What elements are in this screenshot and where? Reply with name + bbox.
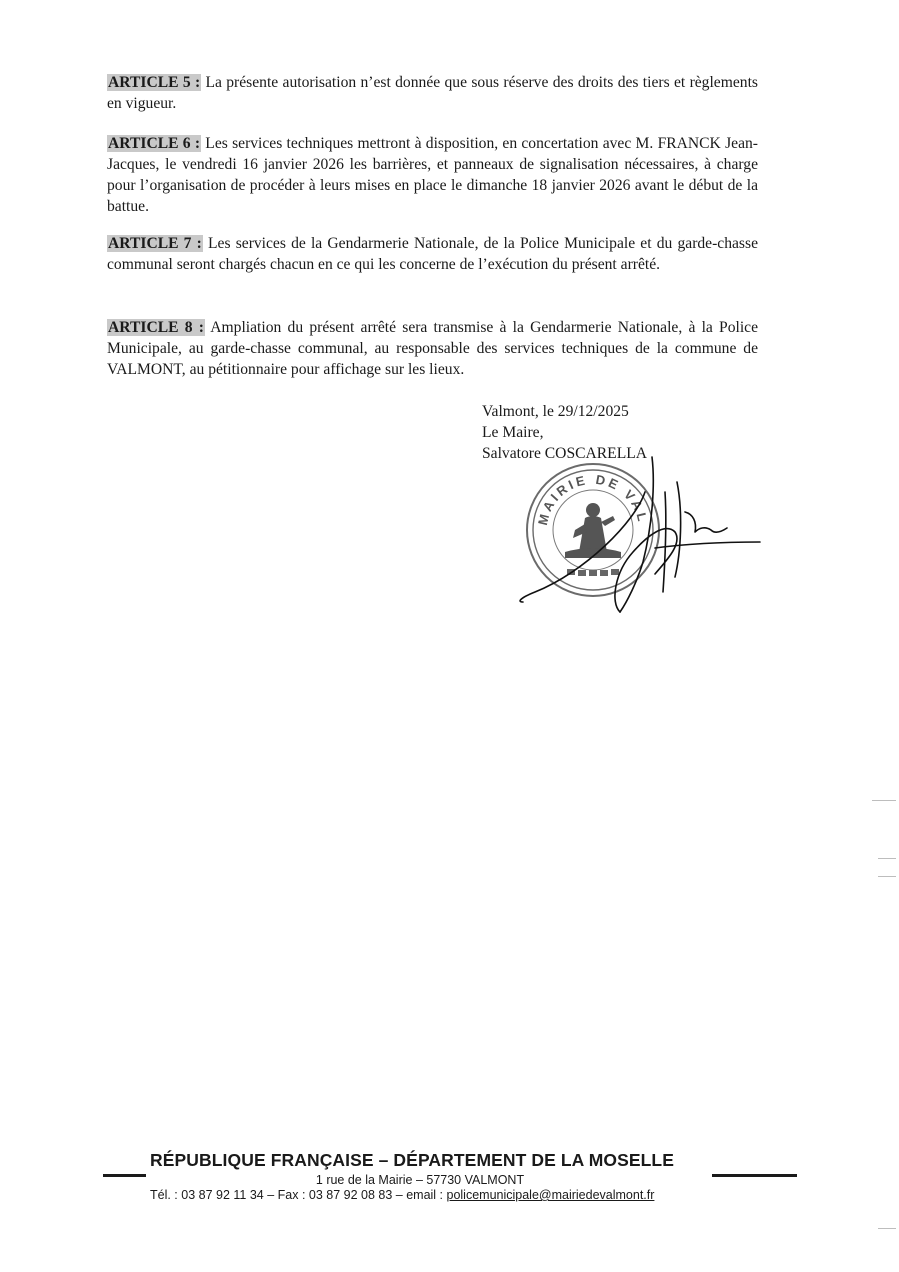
footer-address: 1 rue de la Mairie – 57730 VALMONT bbox=[315, 1173, 525, 1187]
article-5 bbox=[107, 72, 758, 114]
article-5-text: La présente autorisation n’est donnée que sous réserve des droits des tiers et règlements en vigueur. bbox=[107, 74, 758, 112]
seal-text: MAIRIE DE VAL bbox=[534, 471, 651, 527]
article-6-text: Les services techniques mettront à disposition, en concertation avec M. FRANCK Jean-Jacques, le vendredi 16 janvier 2026 les barrières, et panneaux de signalisation nécessaires, à charge pour l’organisation de procéder à leurs mises en place le dimanche 18 janvier 2026 avant le début de la battue. bbox=[107, 135, 758, 215]
scan-margin-mark bbox=[872, 800, 896, 801]
article-5-label: ARTICLE 5 : bbox=[108, 74, 201, 91]
footer-contact bbox=[150, 1188, 654, 1202]
article-6-label: ARTICLE 6 : bbox=[108, 135, 201, 152]
signatory-name: Salvatore COSCARELLA bbox=[482, 445, 648, 462]
article-7-text: Les services de la Gendarmerie Nationale, de la Police Municipale et du garde-chasse communal seront chargés chacun en ce qui les concerne de l’exécution du présent arrêté. bbox=[107, 235, 758, 273]
seal-and-signature bbox=[515, 452, 765, 622]
official-seal-icon bbox=[515, 452, 765, 622]
footer-email-link[interactable]: policemunicipale@mairiedevalmont.fr bbox=[446, 1188, 655, 1202]
article-8-text: Ampliation du présent arrêté sera transmise à la Gendarmerie Nationale, à la Police Municipale, au garde-chasse communal, au responsable des services techniques de la commune de VALMONT, au pétitionnaire pour affichage sur les lieux. bbox=[107, 319, 759, 378]
place-date: Valmont, le 29/12/2025 bbox=[482, 403, 629, 420]
article-7-label: ARTICLE 7 : bbox=[108, 235, 202, 252]
article-8-label: ARTICLE 8 : bbox=[108, 319, 204, 336]
footer-phone-fax: Tél. : 03 87 92 11 34 – Fax : 03 87 92 08 83 – email : bbox=[150, 1188, 447, 1202]
scan-margin-mark bbox=[878, 876, 896, 877]
article-7 bbox=[107, 233, 758, 275]
article-8 bbox=[107, 317, 758, 380]
signatory-role: Le Maire, bbox=[482, 424, 544, 441]
footer-title: RÉPUBLIQUE FRANÇAISE – DÉPARTEMENT DE LA MOSELLE bbox=[150, 1150, 674, 1170]
scan-margin-mark bbox=[878, 1228, 896, 1229]
scan-margin-mark bbox=[878, 858, 896, 859]
article-6 bbox=[107, 133, 758, 217]
